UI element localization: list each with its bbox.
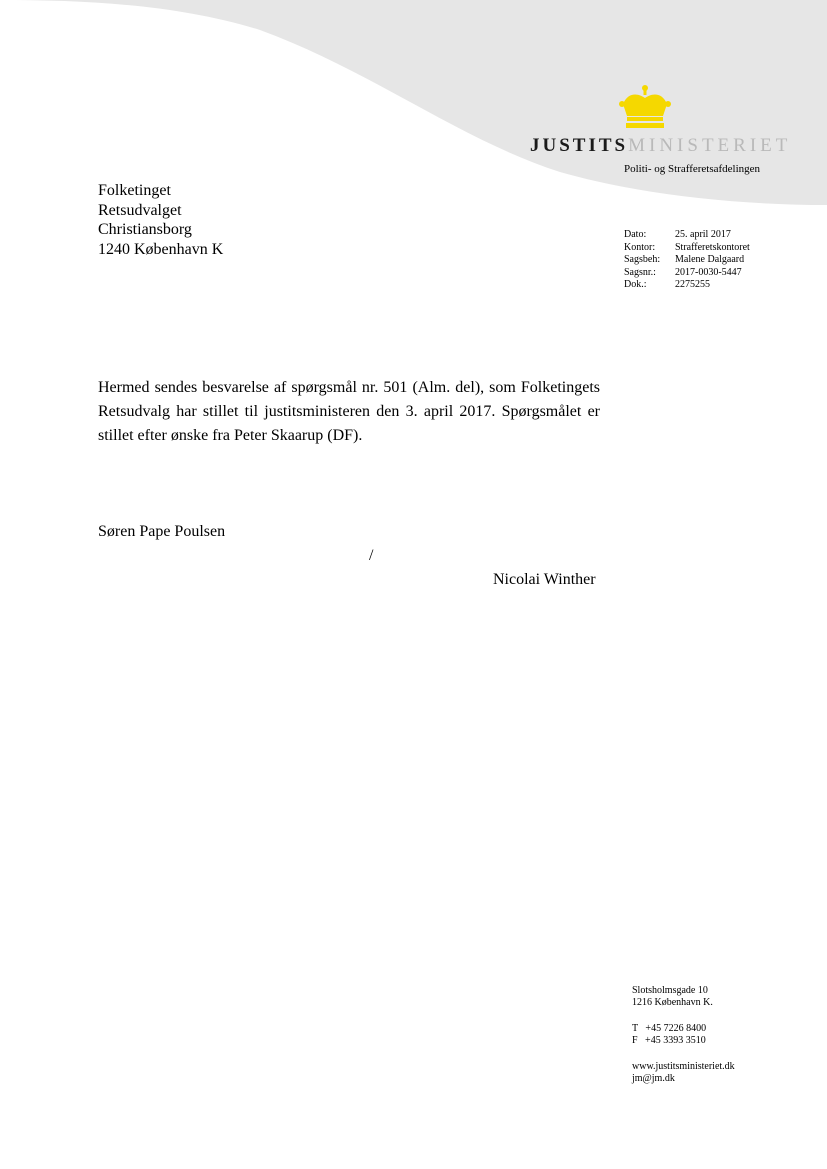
meta-row-date xyxy=(624,229,750,242)
recipient-line: Christiansborg xyxy=(98,221,192,238)
footer-address-line: Slotsholmsgade 10 xyxy=(632,985,708,996)
footer-address-line: 1216 København K. xyxy=(632,997,713,1009)
meta-label: Dok.: xyxy=(624,279,647,291)
meta-value: 2275255 xyxy=(675,279,710,291)
signature-separator: / xyxy=(369,547,374,564)
meta-row-case xyxy=(624,267,750,280)
meta-row-office xyxy=(624,242,750,255)
meta-label: Dato: xyxy=(624,229,647,240)
meta-row-doc xyxy=(624,279,750,292)
meta-value: Strafferetskontoret xyxy=(675,241,750,253)
official-signature: Nicolai Winther xyxy=(493,571,596,588)
meta-value: 25. april 2017 xyxy=(675,229,731,240)
crown-logo-icon xyxy=(618,84,672,130)
department-name: Politi- og Strafferetsafdelingen xyxy=(624,163,761,175)
letter-body: Hermed sendes besvarelse af spørgsmål nr. 501 (Alm. del), som Folketingets Retsudvalg har stillet til justitsministeren den 3. april 2017. Spørgsmålet er stillet efter ønske fra Peter Skaarup (DF). xyxy=(98,379,600,444)
recipient-line: Retsudvalget xyxy=(98,201,182,219)
ministry-name-part2: MINISTERIET xyxy=(628,135,792,156)
meta-label: Sagsbeh: xyxy=(624,254,661,266)
meta-label: Sagsnr.: xyxy=(624,266,656,278)
meta-value: 2017-0030-5447 xyxy=(675,266,742,278)
ministry-name-part1: JUSTITS xyxy=(530,135,629,156)
recipient-line: 1240 København K xyxy=(98,240,224,258)
case-metadata xyxy=(624,229,750,292)
footer-email-link[interactable]: jm@jm.dk xyxy=(632,1073,675,1085)
meta-row-handler xyxy=(624,254,750,267)
recipient-address xyxy=(98,181,223,259)
footer-website-link[interactable]: www.justitsministeriet.dk xyxy=(632,1060,735,1072)
ministry-name xyxy=(530,135,791,157)
meta-label: Kontor: xyxy=(624,241,656,253)
recipient-line: Folketinget xyxy=(98,182,171,199)
minister-signature: Søren Pape Poulsen xyxy=(98,523,226,540)
meta-value: Malene Dalgaard xyxy=(675,254,745,266)
footer-contact xyxy=(632,985,735,1085)
footer-fax: F +45 3393 3510 xyxy=(632,1035,706,1047)
footer-phone: T +45 7226 8400 xyxy=(632,1022,707,1034)
